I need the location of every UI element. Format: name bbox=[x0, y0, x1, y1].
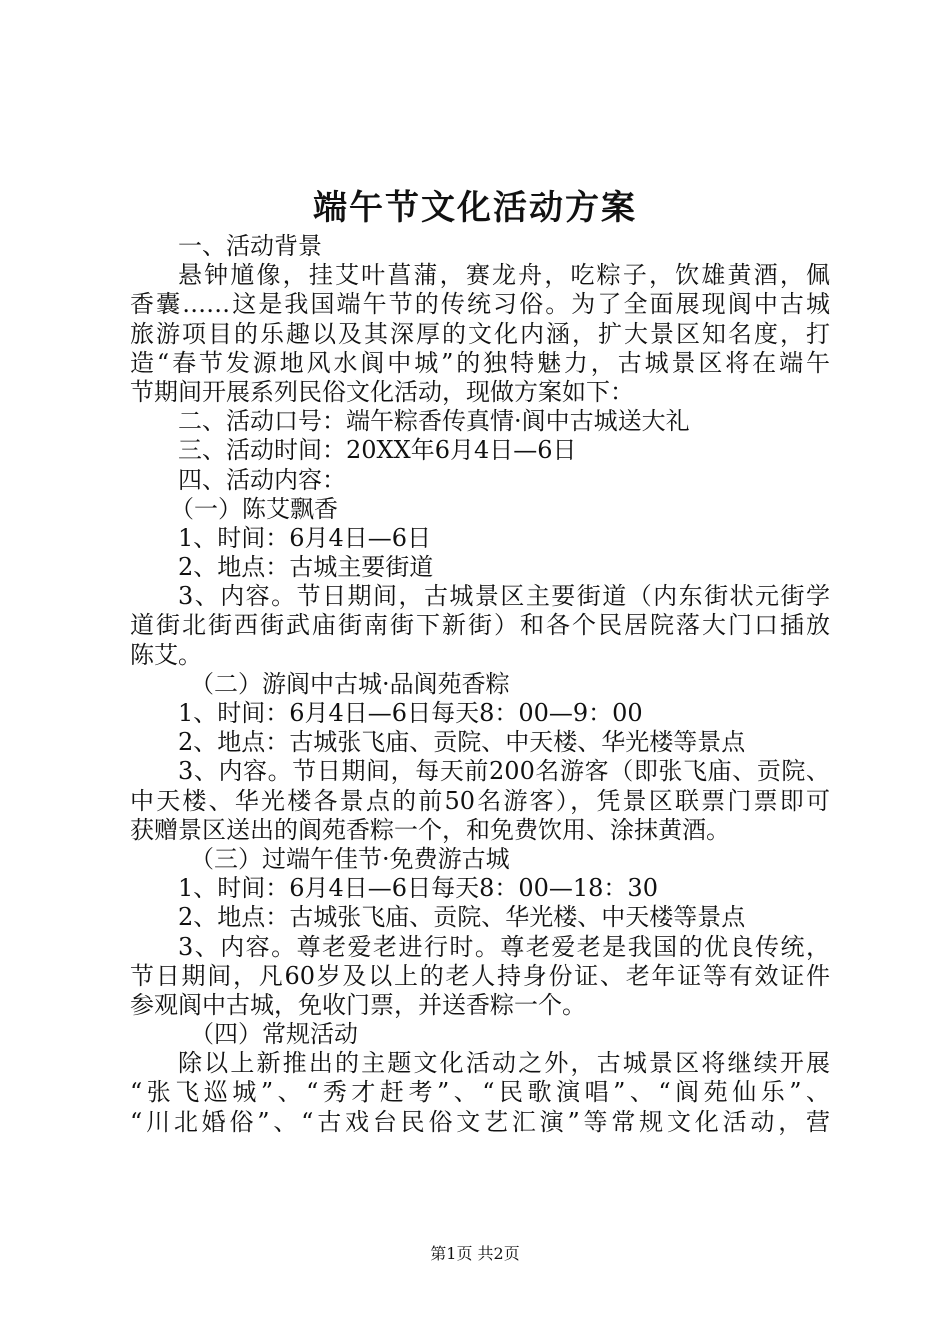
page-number-footer: 第1页 共2页 bbox=[430, 1244, 520, 1263]
document-body bbox=[130, 232, 830, 1137]
paragraph-line: 参观阆中古城，免收门票，并送香粽一个。 bbox=[130, 990, 586, 1019]
section-heading: 二、活动口号：端午粽香传真情·阆中古城送大礼 bbox=[178, 407, 690, 436]
subsection-heading: （三）过端午佳节·免费游古城 bbox=[190, 844, 510, 873]
paragraph-line: 节日期间，凡60岁及以上的老人持身份证、老年证等有效证件 bbox=[130, 961, 830, 990]
paragraph-line: 悬钟馗像，挂艾叶菖蒲，赛龙舟，吃粽子，饮雄黄酒，佩 bbox=[178, 261, 830, 290]
paragraph-line: “川北婚俗”、“古戏台民俗文艺汇演”等常规文化活动，营 bbox=[130, 1107, 830, 1136]
paragraph-line: 获赠景区送出的阆苑香粽一个，和免费饮用、涂抹黄酒。 bbox=[130, 815, 730, 844]
paragraph-line: 香囊……这是我国端午节的传统习俗。为了全面展现阆中古城 bbox=[130, 290, 830, 319]
list-item: 3、内容。尊老爱老进行时。尊老爱老是我国的优良传统， bbox=[178, 932, 830, 961]
paragraph-line: 除以上新推出的主题文化活动之外，古城景区将继续开展 bbox=[178, 1049, 830, 1078]
list-item: 2、地点：古城张飞庙、贡院、华光楼、中天楼等景点 bbox=[178, 903, 746, 932]
subsection-heading: （二）游阆中古城·品阆苑香粽 bbox=[190, 669, 510, 698]
paragraph-line: 节期间开展系列民俗文化活动，现做方案如下： bbox=[130, 377, 634, 406]
section-heading: 三、活动时间：20XX年6月4日—6日 bbox=[178, 436, 577, 465]
list-item: 1、时间：6月4日—6日每天8：00—18：30 bbox=[178, 874, 658, 903]
paragraph-line: “张飞巡城”、“秀才赶考”、“民歌演唱”、“阆苑仙乐”、 bbox=[130, 1078, 830, 1107]
paragraph-line: 造“春节发源地风水阆中城”的独特魅力，古城景区将在端午 bbox=[130, 348, 830, 377]
paragraph-line: 道街北街西街武庙街南街下新街）和各个民居院落大门口插放 bbox=[130, 611, 830, 640]
list-item: 3、内容。节日期间，每天前200名游客（即张飞庙、贡院、 bbox=[178, 757, 830, 786]
section-heading: 四、活动内容： bbox=[178, 465, 346, 494]
paragraph-line: 中天楼、华光楼各景点的前50名游客），凭景区联票门票即可 bbox=[130, 786, 830, 815]
list-item: 2、地点：古城主要街道 bbox=[178, 553, 434, 582]
list-item: 3、内容。节日期间，古城景区主要街道（内东街状元街学 bbox=[178, 582, 830, 611]
list-item: 1、时间：6月4日—6日每天8：00—9：00 bbox=[178, 699, 643, 727]
paragraph-line: 陈艾。 bbox=[130, 640, 202, 669]
list-item: 1、时间：6月4日—6日 bbox=[178, 523, 432, 552]
section-heading: 一、活动背景 bbox=[178, 232, 322, 260]
subsection-heading: （一）陈艾飘香 bbox=[170, 494, 338, 523]
subsection-heading: （四）常规活动 bbox=[190, 1020, 358, 1049]
document-title: 端午节文化活动方案 bbox=[313, 188, 637, 228]
list-item: 2、地点：古城张飞庙、贡院、中天楼、华光楼等景点 bbox=[178, 728, 746, 757]
paragraph-line: 旅游项目的乐趣以及其深厚的文化内涵，扩大景区知名度，打 bbox=[130, 319, 830, 348]
